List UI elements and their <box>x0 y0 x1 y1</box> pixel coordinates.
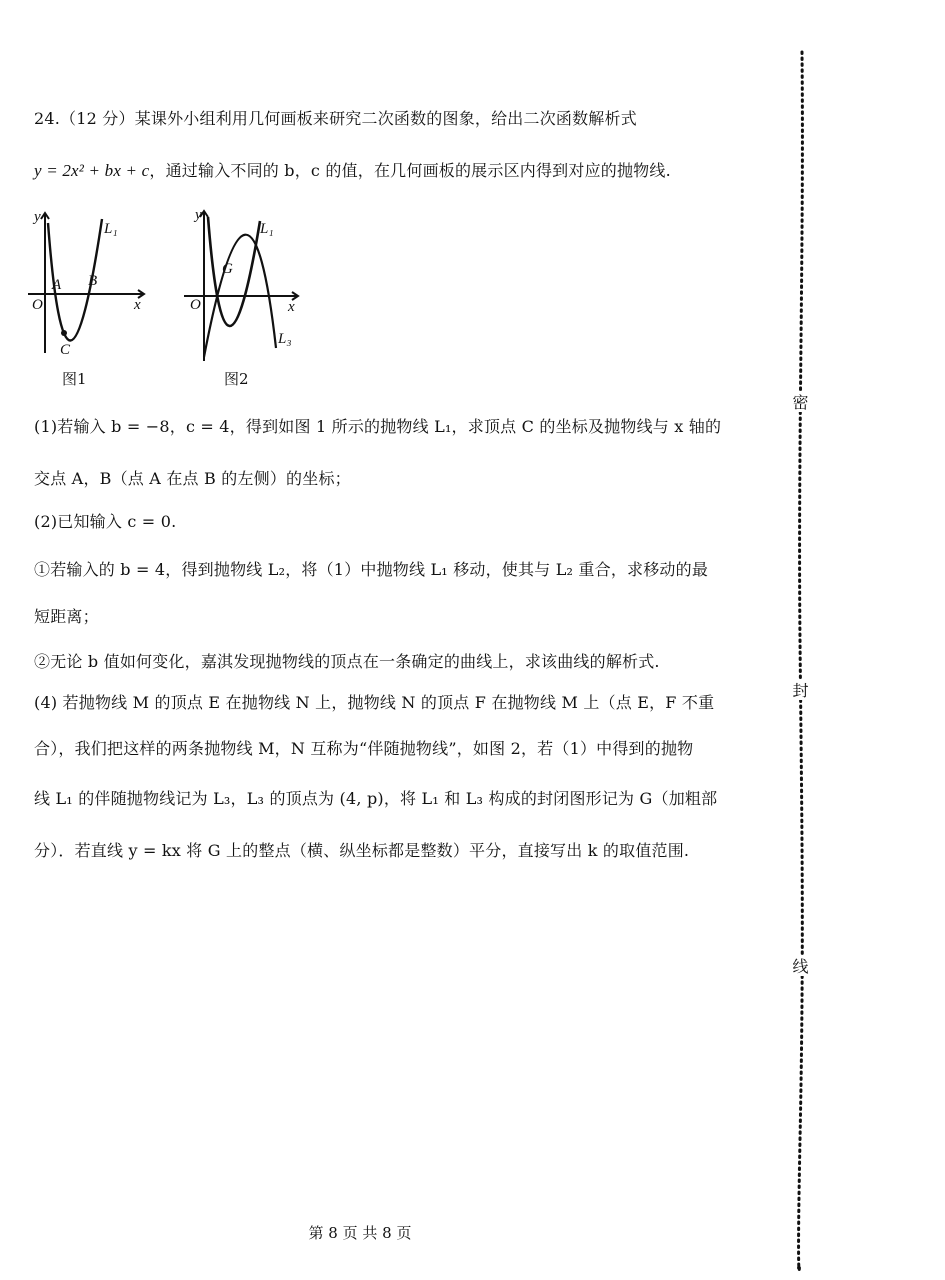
part-2-intro: (2)已知输入 c = 0. <box>34 512 177 531</box>
fig1-label-l1: L₁ <box>104 221 118 237</box>
page-footer: 第 8 页 共 8 页 <box>308 1224 412 1242</box>
fig1-label-c: C <box>60 342 71 358</box>
question-intro-line1: 24.（12 分）某课外小组利用几何画板来研究二次函数的图象，给出二次函数解析式 <box>34 109 637 128</box>
figure-1 <box>26 205 156 365</box>
figure-1-caption: 图1 <box>62 370 87 388</box>
fig2-label-l3: L₃ <box>278 331 292 347</box>
fig1-label-a: A <box>52 277 62 293</box>
figure-2 <box>180 203 310 363</box>
part-2a-line2: 短距离； <box>34 607 99 626</box>
fig1-label-b: B <box>88 273 98 289</box>
part-4-line1: (4) 若抛物线 M 的顶点 E 在抛物线 N 上，抛物线 N 的顶点 F 在抛物线 M 上（点 E，F 不重 <box>34 693 715 712</box>
fig2-label-g: G <box>222 261 233 277</box>
fig2-label-l1: L₁ <box>260 221 274 237</box>
part-4-line4: 分）．若直线 y = kx 将 G 上的整点（横、纵坐标都是整数）平分，直接写出 k 的取值范围. <box>34 841 690 860</box>
binding-label-xian: 线 <box>790 958 809 974</box>
fig1-label-y: y <box>34 209 41 225</box>
binding-label-mi: 密 <box>790 394 809 410</box>
part-4-line2: 合），我们把这样的两条抛物线 M，N 互称为“伴随抛物线”，如图 2，若（1）中得到的抛物 <box>34 739 694 758</box>
question-intro-line2 <box>34 158 734 181</box>
formula: y = 2x² + bx + c <box>34 161 150 180</box>
fig1-label-origin: O <box>32 297 43 313</box>
binding-label-feng: 封 <box>790 682 809 698</box>
fig1-vertex-c <box>61 330 67 336</box>
part-1-line1: (1)若输入 b = −8，c = 4，得到如图 1 所示的抛物线 L₁，求顶点 C 的坐标及抛物线与 x 轴的 <box>34 417 722 436</box>
part-2a-line1: ①若输入的 b = 4，得到抛物线 L₂，将（1）中抛物线 L₁ 移动，使其与 L₂ 重合，求移动的最 <box>34 560 709 579</box>
binding-dotted-line <box>780 40 820 1280</box>
question-intro-line2-rest: ，通过输入不同的 b，c 的值，在几何画板的展示区内得到对应的抛物线. <box>149 161 671 180</box>
part-2b: ②无论 b 值如何变化，嘉淇发现抛物线的顶点在一条确定的曲线上，求该曲线的解析式. <box>34 652 660 671</box>
fig2-parabola-l1 <box>208 217 260 326</box>
fig2-label-y: y <box>195 207 202 223</box>
fig2-label-origin: O <box>190 297 201 313</box>
part-1-line2: 交点 A，B（点 A 在点 B 的左侧）的坐标； <box>34 469 351 488</box>
fig1-label-x: x <box>134 297 141 313</box>
figure-2-caption: 图2 <box>224 370 249 388</box>
fig2-label-x: x <box>288 299 295 315</box>
part-4-line3: 线 L₁ 的伴随抛物线记为 L₃，L₃ 的顶点为 (4, p)，将 L₁ 和 L₃ 构成的封闭图形记为 G（加粗部 <box>34 789 718 808</box>
